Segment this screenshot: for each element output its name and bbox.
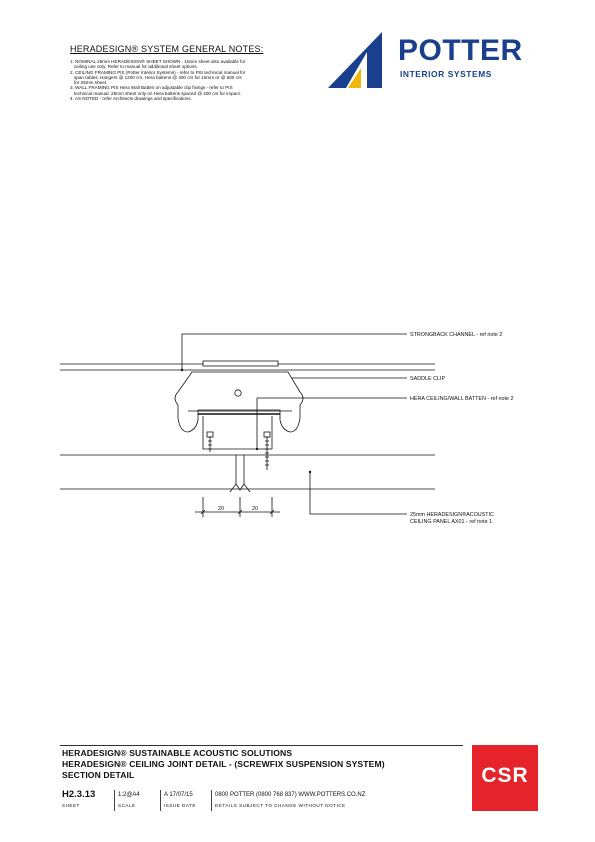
scale-caption: SCALE: [118, 803, 136, 808]
contact-caption: DETAILS SUBJECT TO CHANGE WITHOUT NOTICE: [215, 803, 346, 808]
scale-value: 1:2@A4: [118, 792, 140, 798]
contact-info: 0800 POTTER (0800 768 837) WWW.POTTERS.CO.NZ: [215, 792, 366, 798]
logo-wordmark: POTTER: [398, 34, 523, 67]
leader-panel: [310, 472, 407, 514]
note-line: 3. WALL FRAMING PIS Hera Wall Batten on adjustable clip fixings - refer to PIS: [70, 85, 233, 91]
callout-batten: HERA CEILING/WALL BATTEN - ref note 2: [410, 396, 514, 402]
title-line-1: HERADESIGN® SUSTAINABLE ACOUSTIC SOLUTIONS: [62, 748, 293, 758]
note-line: 4. AS NOTED - refer Architects drawings and specifications.: [70, 96, 192, 102]
note-line: technical manual. 25mm sheet only on Hera battens spaced @ 400 crs for impact.: [74, 90, 242, 96]
issue-date: A 17/07/15: [164, 792, 193, 798]
note-line: 1. NOMINAL 25mm HERADESIGN® SHEET SHOWN - 15mm sheet also available for: [70, 59, 246, 64]
title-block-rule: [60, 745, 463, 746]
callout-saddle-clip: SADDLE CLIP: [410, 376, 446, 382]
notes-title: HERADESIGN® SYSTEM GENERAL NOTES:: [70, 44, 264, 54]
divider: [114, 790, 115, 811]
dimension-left-label: 20: [218, 506, 224, 512]
divider: [211, 790, 212, 811]
screw-right: [264, 432, 270, 470]
sheet-number: H2.3.13: [62, 789, 96, 800]
title-line-2: HERADESIGN® CEILING JOINT DETAIL - (SCREWFIX SUSPENSION SYSTEM): [62, 759, 385, 769]
joint-profile: [230, 455, 250, 492]
sheet-caption: SHEET: [62, 803, 80, 808]
channel-cap-plate: [203, 361, 278, 366]
leader-dot: [181, 369, 183, 371]
note-line: span tables. Hangers @ 1200 crs, Hera battens @ 400 crs for 15mm or @ 600 crs: [74, 74, 242, 80]
note-line: ceiling use only. Refer to manual for additional sheet options.: [74, 64, 198, 70]
note-line: for 25mm sheet.: [74, 80, 108, 86]
leader-dot: [309, 471, 311, 473]
csr-logo-text: CSR: [481, 764, 529, 787]
callout-panel-line1: 25mm HERADESIGN®ACOUSTIC: [410, 512, 494, 518]
issue-caption: ISSUE DATE: [164, 803, 196, 808]
title-line-3: SECTION DETAIL: [62, 770, 135, 780]
note-line: 2. CEILING FRAMING PIS (Potter Interior Systems) - refer to PIS technical manual for: [70, 69, 246, 75]
callout-strongback: STRONGBACK CHANNEL - ref note 2: [410, 332, 503, 338]
saddle-clip: [175, 372, 303, 432]
logo-subtitle: INTERIOR SYSTEMS: [400, 69, 492, 79]
divider: [160, 790, 161, 811]
callout-panel-line2: CEILING PANEL AX01 - ref note 1: [410, 519, 493, 525]
dimension-right-label: 20: [252, 506, 258, 512]
leader-dot: [256, 448, 258, 450]
